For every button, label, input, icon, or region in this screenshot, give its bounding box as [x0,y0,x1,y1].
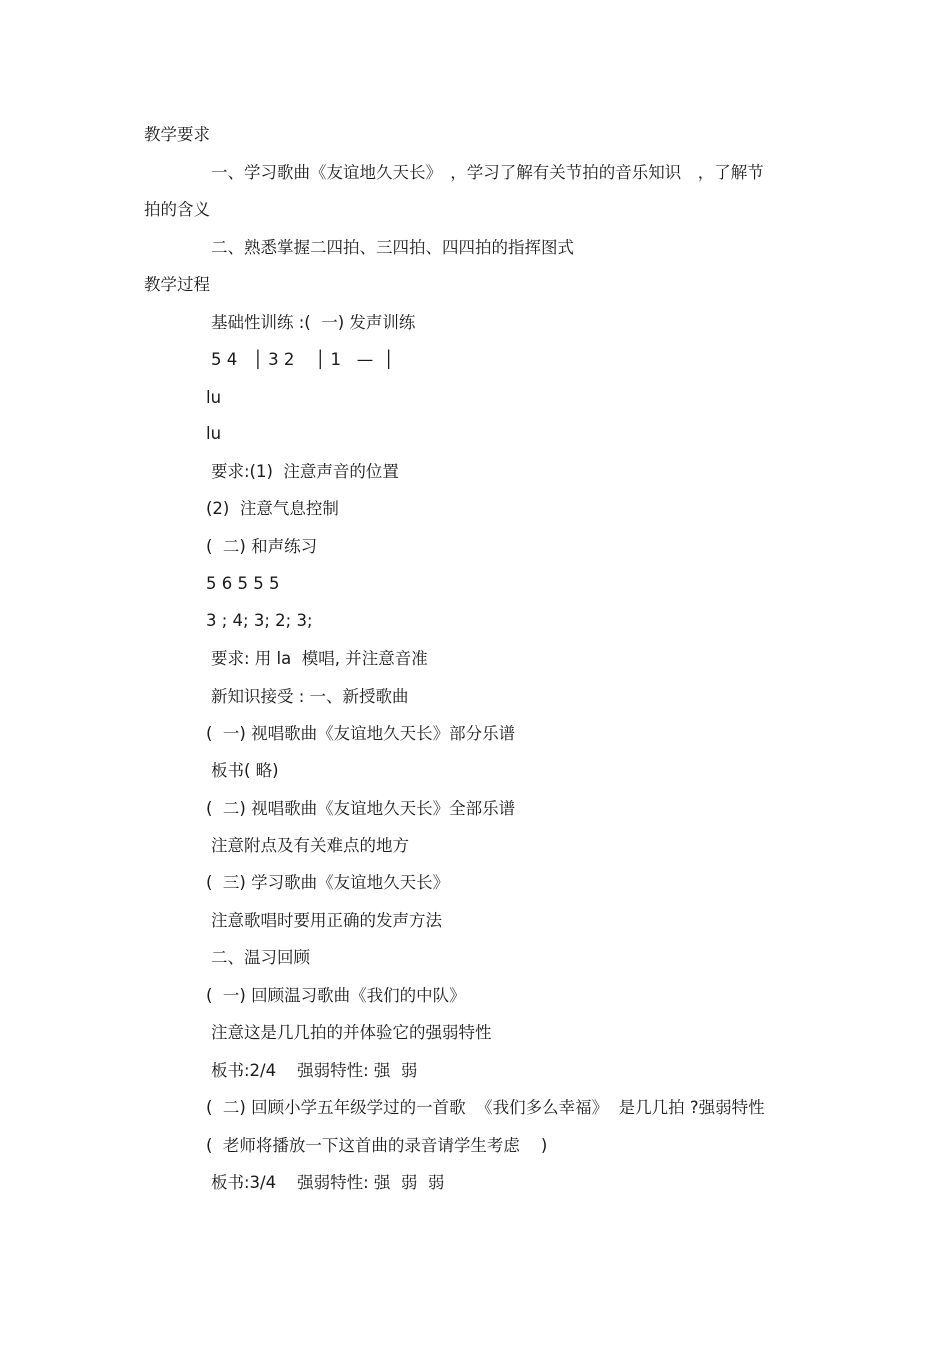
blackboard-omitted: 板书( 略) [211,761,279,780]
requirement-voice-position: 要求:(1) 注意声音的位置 [211,462,399,481]
lyric-syllable-1: lu [206,388,222,407]
heading-teaching-requirements: 教学要求 [144,125,210,144]
review-song-one: ( 一) 回顾温习歌曲《我们的中队》 [206,986,466,1005]
blackboard-two-four: 板书:2/4 强弱特性: 强 弱 [211,1061,418,1080]
teacher-plays-recording: ( 老师将播放一下这首曲的录音请学生考虑 ) [206,1136,548,1155]
sight-sing-partial: ( 一) 视唱歌曲《友谊地久天长》部分乐谱 [206,724,516,743]
requirement-one-line-1: 一、学习歌曲《友谊地久天长》 ，学习了解有关节拍的音乐知识 ，了解节 [211,163,764,182]
blackboard-three-four: 板书:3/4 强弱特性: 强 弱 弱 [211,1173,445,1192]
note-dotted-rhythm: 注意附点及有关难点的地方 [211,836,409,855]
vocal-exercise-notation: 5 4 │ 3 2 │ 1 — │ [211,350,394,369]
new-knowledge-line: 新知识接受 : 一、新授歌曲 [211,687,409,706]
note-beat-strength: 注意这是几几拍的并体验它的强弱特性 [211,1023,492,1042]
harmony-exercise-heading: ( 二) 和声练习 [206,537,318,556]
harmony-notation-lower: 3 ; 4; 3; 2; 3; [206,611,313,630]
learn-song: ( 三) 学习歌曲《友谊地久天长》 [206,873,450,892]
requirement-one-line-2: 拍的含义 [144,200,210,219]
heading-teaching-process: 教学过程 [144,275,210,294]
requirement-la-hum: 要求: 用 la 模唱, 并注意音准 [211,649,428,668]
basic-training-line: 基础性训练 :( 一) 发声训练 [211,313,416,332]
lyric-syllable-2: lu [206,424,222,443]
review-heading: 二、温习回顾 [211,948,310,967]
requirement-two: 二、熟悉掌握二四拍、三四拍、四四拍的指挥图式 [211,238,574,257]
harmony-notation-upper: 5 6 5 5 5 [206,574,280,593]
requirement-breath-control: (2) 注意气息控制 [206,499,339,518]
review-song-two: ( 二) 回顾小学五年级学过的一首歌 《我们多么幸福》 是几几拍 ?强弱特性 [206,1098,765,1117]
sight-sing-full: ( 二) 视唱歌曲《友谊地久天长》全部乐谱 [206,799,516,818]
note-singing-method: 注意歌唱时要用正确的发声方法 [211,911,442,930]
